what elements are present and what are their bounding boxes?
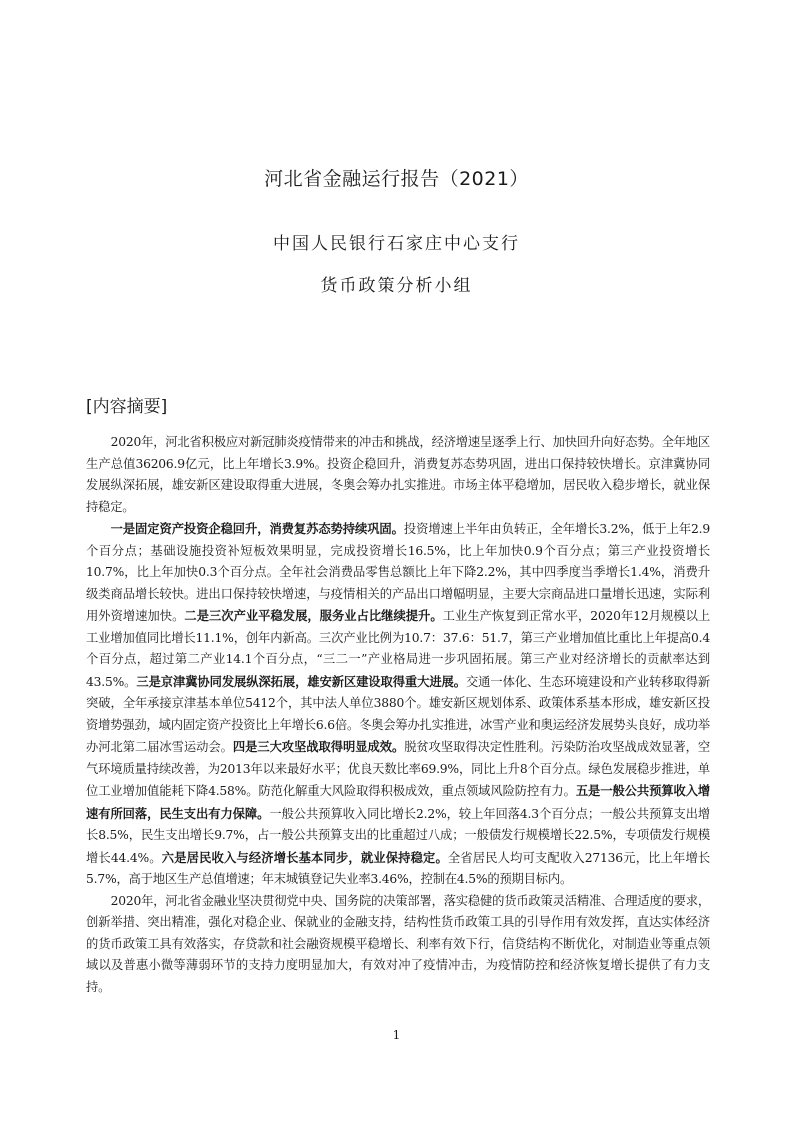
group-name: 货币政策分析小组 <box>320 276 473 296</box>
page-number: 1 <box>392 1028 401 1042</box>
abstract-paragraph-2 <box>86 518 710 891</box>
abstract-body <box>86 432 710 998</box>
text-income: 全省居民人均可支配收入27136元，比上年增长5.7%，高于地区生产总值增速；年末城镇登记失业率3.46%，控制在4.5%的预期目标内。 <box>86 850 710 886</box>
highlight-battles: 四是三大攻坚战取得明显成效。 <box>232 739 405 754</box>
highlight-income: 六是居民收入与经济增长基本同步，就业保持稳定。 <box>161 849 448 865</box>
highlight-investment: 一是固定资产投资企稳回升，消费复苏态势持续巩固。 <box>110 521 404 536</box>
abstract-heading: [内容摘要] <box>86 397 168 417</box>
highlight-budget: 五是一般公共预算收入增速有所回落，民生支出有力保障。 <box>86 783 710 821</box>
report-title: 河北省金融运行报告（2021） <box>264 168 529 190</box>
text-industry: 工业生产恢复到正常水平，2020年12月规模以上工业增加值同比增长11.1%，创年内新高。三次产业比例为10.7：37.6：51.7，第三产业增加值比重比上年提高0.4个百分点，超过第二产业14.1个百分点，“三二一”产业格局进一步巩固拓展。第三产业对经济增长的贡献率达到43.5%。 <box>86 609 710 689</box>
text-coordination: 交通一体化、生态环境建设和产业转移取得新突破，全年承接京津基本单位5412个，其中法人单位3880个。雄安新区规划体系、政策体系基本形成，雄安新区投资增势强劲，域内固定资产投资比上年增长6.6倍。冬奥会筹办扎实推进，冰雪产业和奥运经济发展势头良好，成功举办河北第二届冰雪运动会。 <box>86 674 710 754</box>
abstract-paragraph-3: 2020年，河北省金融业坚决贯彻党中央、国务院的决策部署，落实稳健的货币政策灵活精准、合理适度的要求，创新举措、突出精准，强化对稳企业、保就业的金融支持，结构性货币政策工具的引导作用有效发挥，直达实体经济的货币政策工具有效落实，存贷款和社会融资规模平稳增长、利率有效下行，信贷结构不断优化，对制造业等重点领域以及普惠小微等薄弱环节的支持力度明显加大，有效对冲了疫情冲击，为疫情防控和经济恢复增长提供了有力支持。 <box>86 893 710 994</box>
highlight-coordination: 三是京津冀协同发展纵深拓展，雄安新区建设取得重大进展。 <box>136 673 466 689</box>
text-budget: 一般公共预算收入同比增长2.2%，较上年回落4.3个百分点；一般公共预算支出增长8.5%，民生支出增长9.7%，占一般公共预算支出的比重超过八成；一般债发行规模增长22.5%，专项债发行规模增长44.4%。 <box>86 806 710 865</box>
abstract-paragraph-1: 2020年，河北省积极应对新冠肺炎疫情带来的冲击和挑战，经济增速呈逐季上行、加快回升向好态势。全年地区生产总值36206.9亿元，比上年增长3.9%。投资企稳回升，消费复苏态势巩固，进出口保持较快增长。京津冀协同发展纵深拓展，雄安新区建设取得重大进展，冬奥会筹办扎实推进。市场主体平稳增加，居民收入稳步增长，就业保持稳定。 <box>86 435 710 514</box>
highlight-industry: 二是三次产业平稳发展，服务业占比继续提升。 <box>184 608 443 623</box>
text-investment: 投资增速上半年由负转正，全年增长3.2%，低于上年2.9个百分点；基础设施投资补短板效果明显，完成投资增长16.5%，比上年加快0.9个百分点；第三产业投资增长10.7%，比上年加快0.3个百分点。全年社会消费品零售总额比上年下降2.2%，其中四季度当季增长1.4%，消费升级类商品增长较快。进出口保持较快增速，与疫情相关的产品出口增幅明显，主要大宗商品进口量增长迅速，实际利用外资增速加快。 <box>86 522 711 623</box>
organization-name: 中国人民银行石家庄中心支行 <box>273 234 520 254</box>
text-battles: 脱贫攻坚取得决定性胜利。污染防治攻坚战成效显著，空气环境质量持续改善，为2013年以来最好水平；优良天数比率69.9%，同比上升8个百分点。绿色发展稳步推进，单位工业增加值能耗下降4.58%。防范化解重大风险取得积极成效，重点领域风险防控有力。 <box>86 740 710 798</box>
